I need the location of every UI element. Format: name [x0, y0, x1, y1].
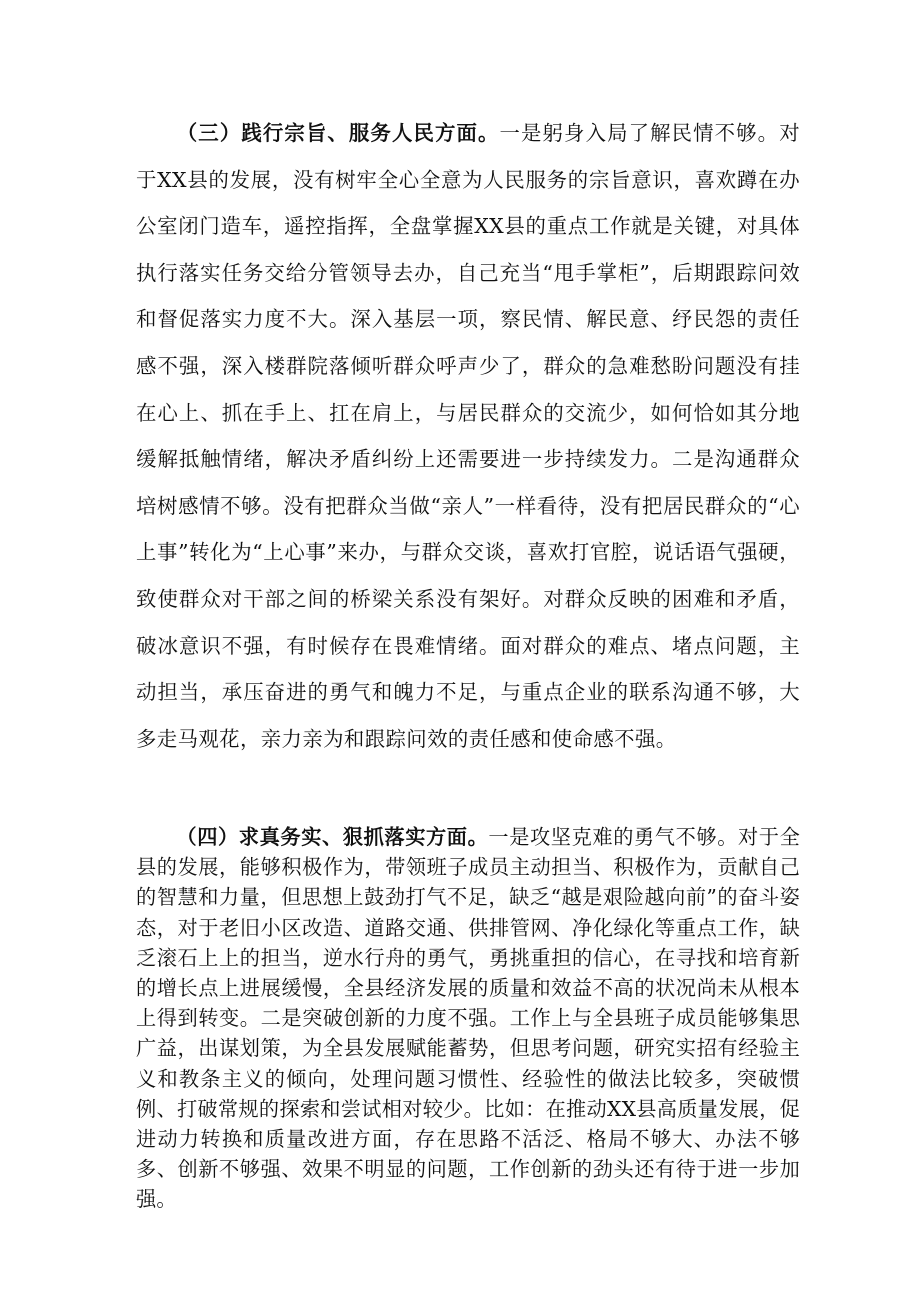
- section-three-paragraph: [136, 110, 800, 762]
- section-three-heading: （三）践行宗旨、服务人民方面。: [176, 121, 500, 145]
- section-four-heading: （四）求真务实、狠抓落实方面。: [176, 825, 489, 849]
- section-four-paragraph: [136, 822, 800, 1215]
- section-three-body: 一是躬身入局了解民情不够。对于XX县的发展，没有树牢全心全意为人民服务的宗旨意识，喜欢蹲在办公室闭门造车，遥控指挥，全盘掌握XX县的重点工作就是关键，对具体执行落实任务交给分管领导去办，自己充当“甩手掌柜”，后期跟踪问效和督促落实力度不大。深入基层一项，察民情、解民意、纾民怨的责任感不强，深入楼群院落倾听群众呼声少了，群众的急难愁盼问题没有挂在心上、抓在手上、扛在肩上，与居民群众的交流少，如何恰如其分地缓解抵触情绪，解决矛盾纠纷上还需要进一步持续发力。二是沟通群众培树感情不够。没有把群众当做“亲人”一样看待，没有把居民群众的“心上事”转化为“上心事”来办，与群众交谈，喜欢打官腔，说话语气强硬，致使群众对干部之间的桥梁关系没有架好。对群众反映的困难和矛盾，破冰意识不强，有时候存在畏难情绪。面对群众的难点、堵点问题，主动担当，承压奋进的勇气和魄力不足，与重点企业的联系沟通不够，大多走马观花，亲力亲为和跟踪问效的责任感和使命感不强。: [136, 121, 800, 751]
- section-four-body: 一是攻坚克难的勇气不够。对于全县的发展，能够积极作为，带领班子成员主动担当、积极作为，贡献自己的智慧和力量，但思想上鼓劲打气不足，缺乏“越是艰险越向前”的奋斗姿态，对于老旧小区改造、道路交通、供排管网、净化绿化等重点工作，缺乏滚石上上的担当，逆水行舟的勇气，勇挑重担的信心，在寻找和培育新的增长点上进展缓慢，全县经济发展的质量和效益不高的状况尚未从根本上得到转变。二是突破创新的力度不强。工作上与全县班子成员能够集思广益，出谋划策，为全县发展赋能蓄势，但思考问题，研究实招有经验主义和教条主义的倾向，处理问题习惯性、经验性的做法比较多，突破惯例、打破常规的探索和尝试相对较少。比如：在推动XX县高质量发展，促进动力转换和质量改进方面，存在思路不活泛、格局不够大、办法不够多、创新不够强、效果不明显的问题，工作创新的劲头还有待于进一步加强。: [136, 825, 800, 1212]
